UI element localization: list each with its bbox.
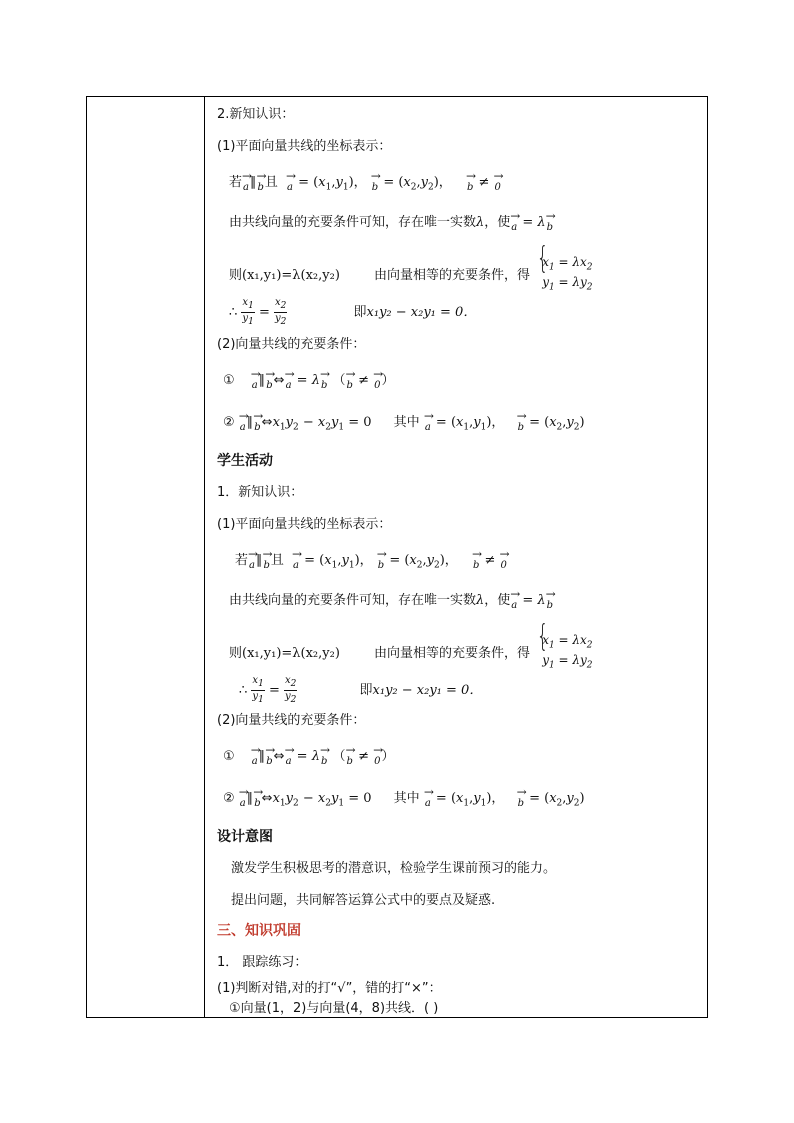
collinear-premise-2: 若→ a∥→ b且 → $a = (x_1,y_1)$， → $b = (x_2,y_2)$， → b ≠ → 0 bbox=[235, 553, 508, 574]
design-intent-text-2: 提出问题，共同解答运算公式中的要点及疑惑. bbox=[231, 893, 496, 908]
necessary-sufficient-heading: (2)向量共线的充要条件： bbox=[217, 337, 366, 352]
design-intent-text-1: 激发学生积极思考的潜意识，检验学生课前预习的能力。 bbox=[231, 861, 557, 876]
knowledge-consolidation-heading: 三、知识巩固 bbox=[217, 923, 301, 939]
necessary-sufficient-heading-2: (2)向量共线的充要条件： bbox=[217, 713, 366, 728]
design-intent-heading: 设计意图 bbox=[217, 829, 273, 845]
condition-two: ② → a∥→ $b\Leftrightarrow x_1y_2 - x_2y_1 = 0$ 其中 → $a = (x_1,y_1)$， → $b = (x_2,y_2)$ bbox=[223, 415, 585, 436]
collinear-premise: 若→ a∥→ b且 → $a = (x_1,y_1)$， → $b = (x_2,y_2)$， → b ≠ → 0 bbox=[229, 175, 502, 196]
content-cell bbox=[205, 97, 707, 1017]
component-equation: 则(x₁,y₁)=λ(x₂,y₂) 由向量相等的充要条件，得 { $x_1 = \lambda x_2$ $y_1 = \lambda y_2$ bbox=[229, 255, 593, 296]
coord-representation-heading-2: (1)平面向量共线的坐标表示： bbox=[217, 517, 392, 532]
ratio-result: ∴ $\frac{x_1}{y_1}$ = $\frac{x_2}{y_2}$ 即x₁y₂ − x₂y₁ = 0． bbox=[229, 297, 477, 327]
component-equation-2: 则(x₁,y₁)=λ(x₂,y₂) 由向量相等的充要条件，得 { $x_1 = \lambda x_2$ $y_1 = \lambda y_2$ bbox=[229, 633, 593, 674]
exercise-item-1: ①向量(1，2)与向量(4，8)共线．( ) bbox=[229, 1001, 439, 1016]
collinear-condition-2: 由共线向量的充要条件可知，存在唯一实数λ，使→ a = λ→ b bbox=[229, 593, 554, 614]
new-knowledge-title: 2.新知认识： bbox=[217, 107, 295, 122]
collinear-condition: 由共线向量的充要条件可知，存在唯一实数λ，使→ a = λ→ b bbox=[229, 215, 554, 236]
new-knowledge-title-2: 1．新知认识： bbox=[217, 485, 304, 500]
true-false-instruction: (1)判断对错,对的打“√”，错的打“×”： bbox=[217, 981, 442, 996]
lesson-table bbox=[86, 96, 708, 1018]
coord-representation-heading: (1)平面向量共线的坐标表示： bbox=[217, 139, 392, 154]
condition-one: ① → a∥→ b⇔→ a = λ→ b （→ b ≠ → 0） bbox=[223, 373, 395, 394]
ratio-result-2: ∴ $\frac{x_1}{y_1}$ = $\frac{x_2}{y_2}$ 即x₁y₂ − x₂y₁ = 0． bbox=[239, 675, 483, 705]
follow-up-exercise-label: 1． 跟踪练习： bbox=[217, 955, 308, 970]
student-activity-heading: 学生活动 bbox=[217, 453, 273, 469]
condition-one-2: ① → a∥→ b⇔→ a = λ→ b （→ b ≠ → 0） bbox=[223, 749, 395, 770]
condition-two-2: ② → a∥→ $b\Leftrightarrow x_1y_2 - x_2y_1 = 0$ 其中 → $a = (x_1,y_1)$， → $b = (x_2,y_2)$ bbox=[223, 791, 585, 812]
